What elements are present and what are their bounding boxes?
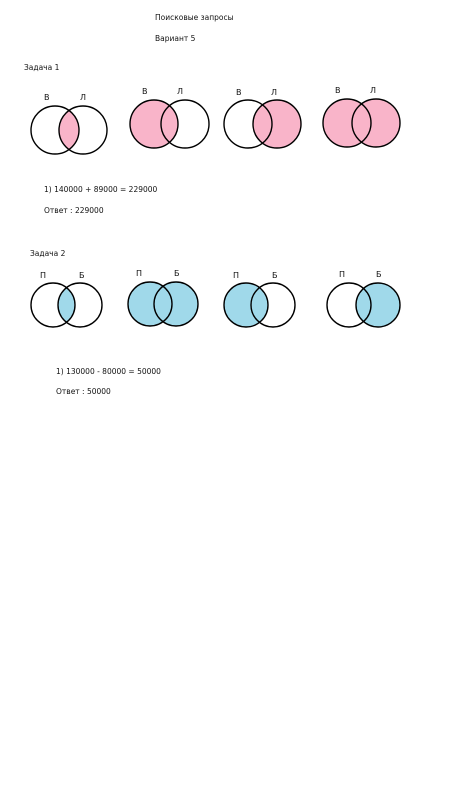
left-set-label: В [236,88,242,97]
task1-answer: Ответ : 229000 [44,206,104,215]
left-set-label: В [335,86,341,95]
left-set-label: П [136,269,143,278]
task2-solution: 1) 130000 - 80000 = 50000 [56,367,161,376]
task2-label: Задача 2 [30,249,66,258]
right-set-label: Б [272,271,278,280]
task2-venn-diagram [120,266,230,346]
task1-venn-diagram [315,82,425,162]
right-set-label: Б [79,271,85,280]
task1-venn-diagram [22,86,132,166]
task1-solution: 1) 140000 + 89000 = 229000 [44,185,158,194]
left-set-label: В [142,87,148,96]
right-set-label: Б [376,270,382,279]
left-set-label: П [339,270,346,279]
right-set-label: Л [177,87,184,96]
task2-venn-diagram [320,267,430,347]
right-set-label: Л [370,86,377,95]
left-set-label: В [44,93,50,102]
task1-label: Задача 1 [24,63,60,72]
right-set-label: Л [80,93,87,102]
left-set-label: П [233,271,240,280]
task2-venn-diagram [217,267,327,347]
task2-venn-diagram [24,268,134,348]
left-set-label: П [40,271,47,280]
right-set-label: Л [271,88,278,97]
task2-answer: Ответ : 50000 [56,387,111,396]
task1-venn-diagram [216,83,326,163]
variant-label: Вариант 5 [155,34,196,43]
page-title: Поисковые запросы [155,13,234,22]
right-set-label: Б [174,269,180,278]
